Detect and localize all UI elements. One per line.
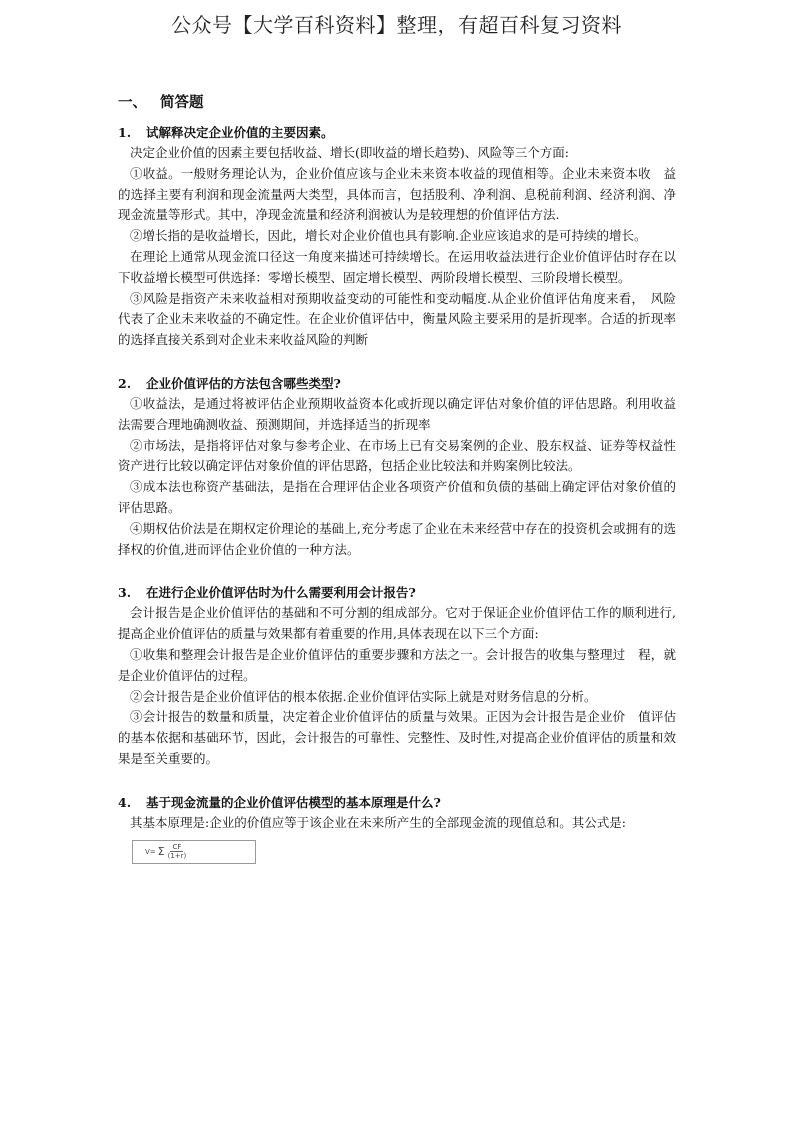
- paragraph: ④期权估价法是在期权定价理论的基础上,充分考虑了企业在未来经营中存在的投资机会或拥有的选择权的价值,进而评估企业价值的一种方法。: [118, 520, 676, 557]
- question-1: [118, 122, 676, 351]
- formula-lhs: V=: [145, 847, 156, 856]
- question-2: [118, 373, 676, 560]
- paragraph: ③会计报告的数量和质量，决定着企业价值评估的质量与效果。正因为会计报告是企业价 值评估的基本依据和基础环节，因此，会计报告的可靠性、完整性、及时性,对提高企业价值评估的质量和效果是至关重要的。: [118, 709, 676, 766]
- paragraph: ②市场法，是指将评估对象与参考企业、在市场上已有交易案例的企业、股东权益、证券等权益性资产进行比较以确定评估对象价值的评估思路，包括企业比较法和并购案例比较法。: [118, 437, 676, 474]
- question-number: 1.: [118, 125, 132, 140]
- question-number: 2.: [118, 375, 132, 391]
- paragraph: ③成本法也称资产基础法，是指在合理评估企业各项资产价值和负债的基础上确定评估对象价值的评估思路。: [118, 479, 676, 515]
- paragraph: ②会计报告是企业价值评估的根本依据.企业价值评估实际上就是对财务信息的分析。: [130, 688, 597, 704]
- formula-image: [132, 840, 256, 864]
- formula-numerator: CF: [172, 843, 182, 852]
- question-3: [118, 582, 676, 769]
- paragraph: ③风险是指资产未来收益相对预期收益变动的可能性和变动幅度.从企业价值评估角度来看， 风险代表了企业未来收益的不确定性。在企业价值评估中，衡量风险主要采用的是折现率。合适的折现率的选择直接关系到对企业未来收益风险的判断: [118, 290, 676, 348]
- paragraph: 在理论上通常从现金流口径这一角度来描述可持续增长。在运用收益法进行企业价值评估时存在以下收益增长模型可供选择：零增长模型、固定增长模型、两阶段增长模型、三阶段增长模型。: [118, 248, 676, 285]
- question-heading: [118, 373, 676, 394]
- page-header: 公众号【大学百科资料】整理，有超百科复习资料: [171, 13, 622, 37]
- formula-sigma: Σ: [157, 845, 165, 859]
- document-body: [118, 92, 676, 864]
- paragraph: ①收集和整理会计报告是企业价值评估的重要步骤和方法之一。会计报告的收集与整理过 程，就是企业价值评估的过程。: [118, 646, 676, 683]
- question-heading: [118, 792, 676, 813]
- question-heading: [118, 122, 676, 143]
- paragraph: 会计报告是企业价值评估的基础和不可分割的组成部分。它对于保证企业价值评估工作的顺利进行,提高企业价值评估的质量与效果都有着重要的作用,具体表现在以下三个方面:: [118, 605, 676, 642]
- question-heading: [118, 582, 676, 603]
- question-number: 3.: [118, 585, 132, 601]
- formula-fraction: [168, 843, 187, 860]
- paragraph: ①收益法，是通过将被评估企业预期收益资本化或折现以确定评估对象价值的评估思路。利用收益法需要合理地确测收益、预测期间，并选择适当的折现率: [118, 395, 676, 432]
- question-4: [118, 792, 676, 864]
- question-number: 4.: [118, 794, 132, 810]
- section-title: [118, 92, 676, 114]
- paragraph: ②增长指的是收益增长，因此，增长对企业价值也具有影响.企业应该追求的是可持续的增长。: [130, 228, 647, 244]
- question-title: 企业价值评估的方法包含哪些类型?: [146, 375, 341, 391]
- formula-denominator: (1+r): [167, 852, 187, 861]
- paragraph: ①收益。一般财务理论认为，企业价值应该与企业未来资本收益的现值相等。企业未来资本收 益的选择主要有利润和现金流量两大类型，具体而言，包括股利、净利润、息税前利润、经济利润、净现金流量等形式。其中，净现金流量和经济利润被认为是较理想的价值评估方法.: [118, 165, 676, 223]
- paragraph: 决定企业价值的因素主要包括收益、增长(即收益的增长趋势)、风险等三个方面:: [130, 145, 569, 160]
- section-title-text: 简答题: [160, 94, 204, 111]
- question-title: 试解释决定企业价值的主要因素。: [146, 125, 334, 140]
- question-title: 基于现金流量的企业价值评估模型的基本原理是什么?: [146, 794, 441, 810]
- question-title: 在进行企业价值评估时为什么需要利用会计报告?: [146, 585, 416, 601]
- paragraph: 其基本原理是:企业的价值应等于该企业在未来所产生的全部现金流的现值总和。其公式是:: [130, 814, 626, 830]
- section-number: 一、: [118, 94, 147, 111]
